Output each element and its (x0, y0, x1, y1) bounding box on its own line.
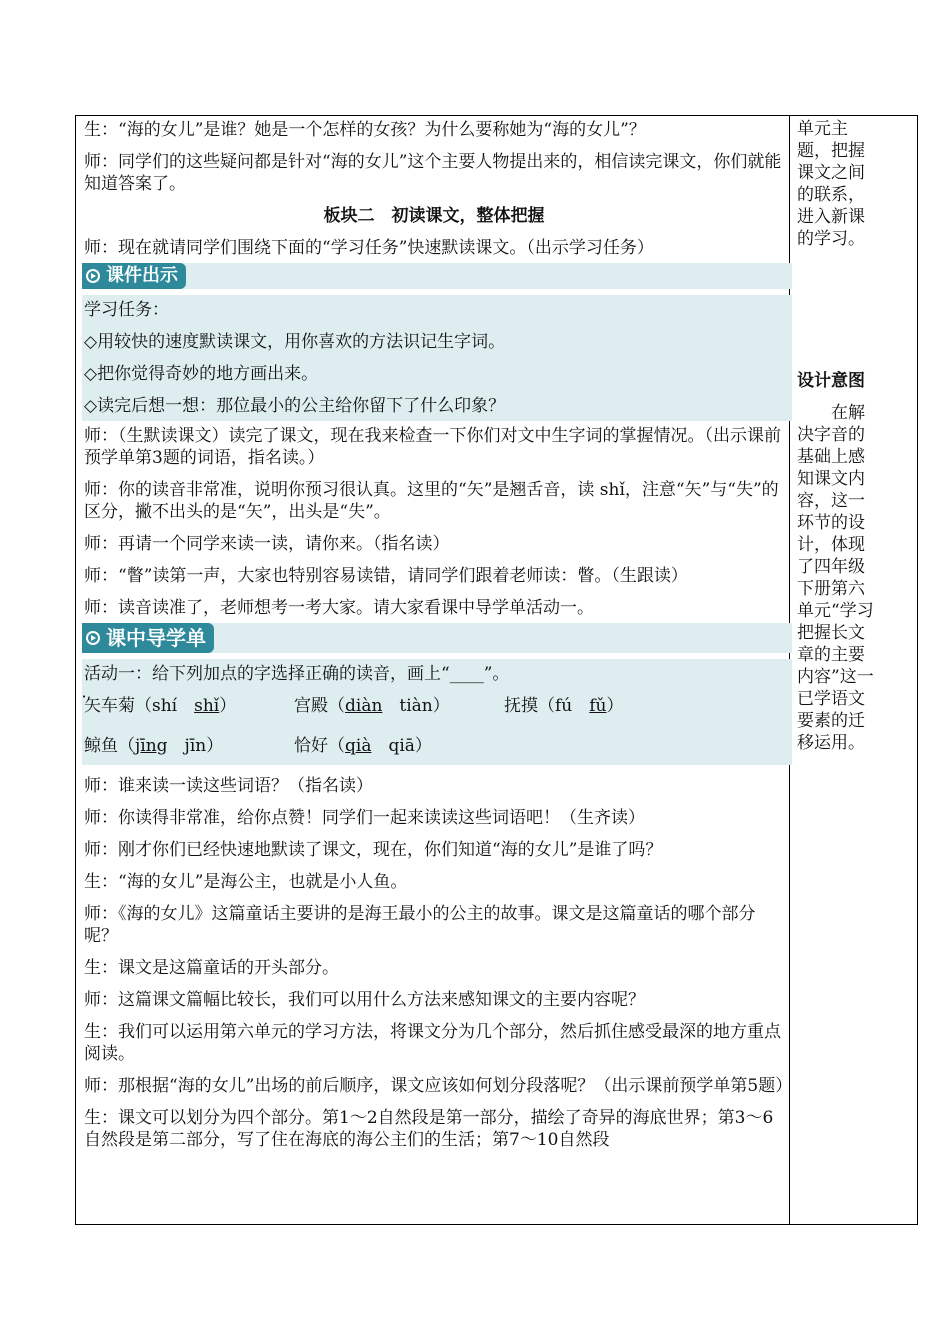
dialogue-line: 师：刚才你们已经快速地默读了课文，现在，你们知道“海的女儿”是谁了吗？ (84, 840, 663, 860)
dialogue-line: 生：课文是这篇童话的开头部分。 (84, 958, 339, 978)
design-intent-text: 在解决字音的基础上感知课文内容，这一环节的设计，体现了四年级下册第六单元“学习把握长文章的主要内容”这一已学语文要素的迁移运用。 (797, 403, 874, 753)
main-column (84, 119, 793, 1151)
dialogue-line: 师：这篇课文篇幅比较长，我们可以用什么方法来感知课文的主要内容呢？ (84, 990, 645, 1010)
dialogue-line: 师：谁来读一读这些词语？（指名读） (84, 776, 373, 796)
courseware-label: 课件出示 (106, 265, 178, 286)
dialogue-line: 师：你的读音非常准，说明你预习很认真。这里的“矢”是翘舌音，读 shǐ，注意“矢”与“失”的区分，撇不出头的是“矢”，出头是“失”。 (84, 480, 779, 522)
dialogue-line: 生：课文可以划分为四个部分。第1～2自然段是第一部分，描绘了奇异的海底世界；第3～6自然段是第二部分，写了住在海底的海公主们的生活；第7～10自然段 (84, 1108, 774, 1150)
guide-banner (82, 623, 792, 653)
dialogue-line: 师：同学们的这些疑问都是针对“海的女儿”这个主要人物提出来的，相信读完课文，你们就能知道答案了。 (84, 152, 782, 194)
dialogue-line: 生：“海的女儿”是谁？她是一个怎样的女孩？为什么要称她为“海的女儿”？ (84, 120, 646, 140)
dialogue-line: 生：我们可以运用第六单元的学习方法，将课文分为几个部分，然后抓住感受最深的地方重点阅读。 (84, 1022, 781, 1064)
word-item: 抚摸（fú fǔ） (504, 696, 624, 716)
side-column (797, 118, 881, 754)
dialogue-line: 师：再请一个同学来读一读，请你来。（指名读） (84, 534, 450, 554)
word-row (84, 691, 790, 721)
task-item: ◇把你觉得奇妙的地方画出来。 (84, 364, 319, 384)
activity-box (82, 659, 792, 765)
dialogue-line: 师：现在就请同学们围绕下面的“学习任务”快速默读课文。（出示学习任务） (84, 238, 654, 258)
dialogue-line: 师：那根据“海的女儿”出场的前后顺序，课文应该如何划分段落呢？（出示课前预学单第5题） (84, 1076, 793, 1096)
design-intent-title: 设计意图 (797, 371, 865, 391)
word-item: 矢车菊（shí shǐ） (84, 696, 237, 716)
dialogue-line: 师：《海的女儿》这篇童话主要讲的是海王最小的公主的故事。课文是这篇童话的哪个部分呢？ (84, 904, 756, 946)
dialogue-line: 师：读音读准了，老师想考一考大家。请大家看课中导学单活动一。 (84, 598, 594, 618)
lesson-plan-table (75, 115, 918, 1225)
courseware-tag (82, 263, 186, 289)
task-title: 学习任务： (84, 300, 169, 320)
section-heading: 板块二 初读课文，整体把握 (323, 206, 545, 226)
dialogue-line: 师：你读得非常准，给你点赞！同学们一起来读读这些词语吧！（生齐读） (84, 808, 645, 828)
courseware-banner (82, 263, 792, 289)
word-item: 恰好（qià qiā） (294, 736, 432, 756)
task-item: ◇读完后想一想：那位最小的公主给你留下了什么印象？ (84, 396, 506, 416)
word-row (84, 731, 790, 761)
guide-tag (82, 623, 214, 653)
task-item: ◇用较快的速度默读课文，用你喜欢的方法识记生字词。 (84, 332, 506, 352)
play-circle-icon (86, 269, 100, 283)
learning-task-box (82, 295, 792, 421)
play-circle-icon (86, 631, 100, 645)
dialogue-line: 生：“海的女儿”是海公主，也就是小人鱼。 (84, 872, 408, 892)
guide-label: 课中导学单 (106, 626, 206, 650)
side-note: 单元主题，把握课文之间的联系，进入新课的学习。 (797, 119, 865, 249)
word-item: 鲸鱼（jīng jīn） (84, 736, 224, 756)
word-item: 宫殿（diàn tiàn） (294, 696, 450, 716)
activity-prompt: 活动一：给下列加点的字选择正确的读音，画上“____”。 (84, 664, 510, 684)
dialogue-line: 师：“瞥”读第一声，大家也特别容易读错，请同学们跟着老师读：瞥。（生跟读） (84, 566, 688, 586)
dialogue-line: 师：（生默读课文）读完了课文，现在我来检查一下你们对文中生字词的掌握情况。（出示课前预学单第3题的词语，指名读。） (84, 426, 781, 468)
